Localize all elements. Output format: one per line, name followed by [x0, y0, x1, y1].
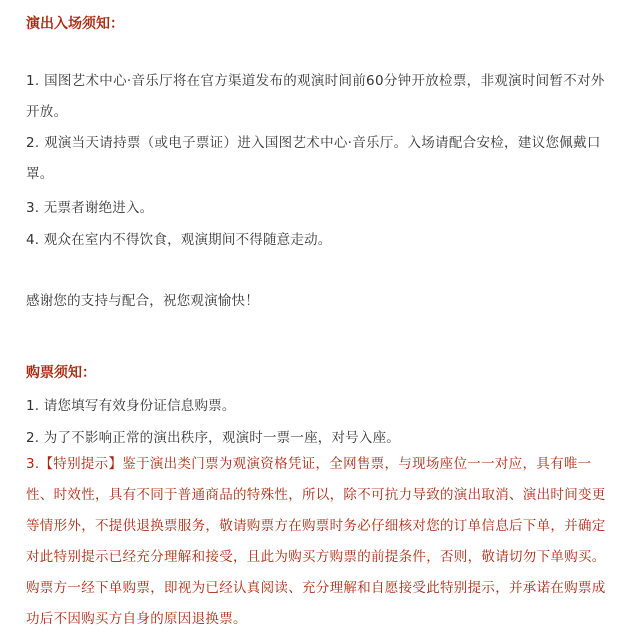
purchase-title: 购票须知：	[26, 365, 96, 381]
notice-item: 2. 观演当天请持票（或电子票证）进入国图艺术中心·音乐厅。入场请配合安检，建议您佩戴口罩。	[26, 135, 601, 182]
purchase-item: 1. 请您填写有效身份证信息购票。	[26, 398, 236, 414]
thanks-text: 感谢您的支持与配合，祝您观演愉快！	[26, 293, 259, 309]
notice-title: 演出入场须知：	[26, 16, 124, 32]
notice-item: 1. 国图艺术中心·音乐厅将在官方渠道发布的观演时间前60分钟开放检票，非观演时间暂不对外开放。	[26, 73, 605, 120]
notice-item: 4. 观众在室内不得饮食，观演期间不得随意走动。	[26, 232, 332, 248]
special-notice: 3.【特别提示】鉴于演出类门票为观演资格凭证，全网售票，与现场座位一一对应，具有唯一性、时效性，具有不同于普通商品的特殊性，所以，除不可抗力导致的演出取消、演出时间变更等情形外，不提供退换票服务，敬请购票方在购票时务必仔细核对您的订单信息后下单，并确定对此特别提示已经充分理解和接受，且此为购买方购票的前提条件，否则，敬请切勿下单购买。购票方一经下单购票，即视为已经认真阅读、充分理解和自愿接受此特别提示，并承诺在购票成功后不因购买方自身的原因退换票。	[26, 456, 606, 627]
purchase-item: 2. 为了不影响正常的演出秩序，观演时一票一座，对号入座。	[26, 430, 400, 446]
notice-item: 3. 无票者谢绝进入。	[26, 200, 154, 216]
